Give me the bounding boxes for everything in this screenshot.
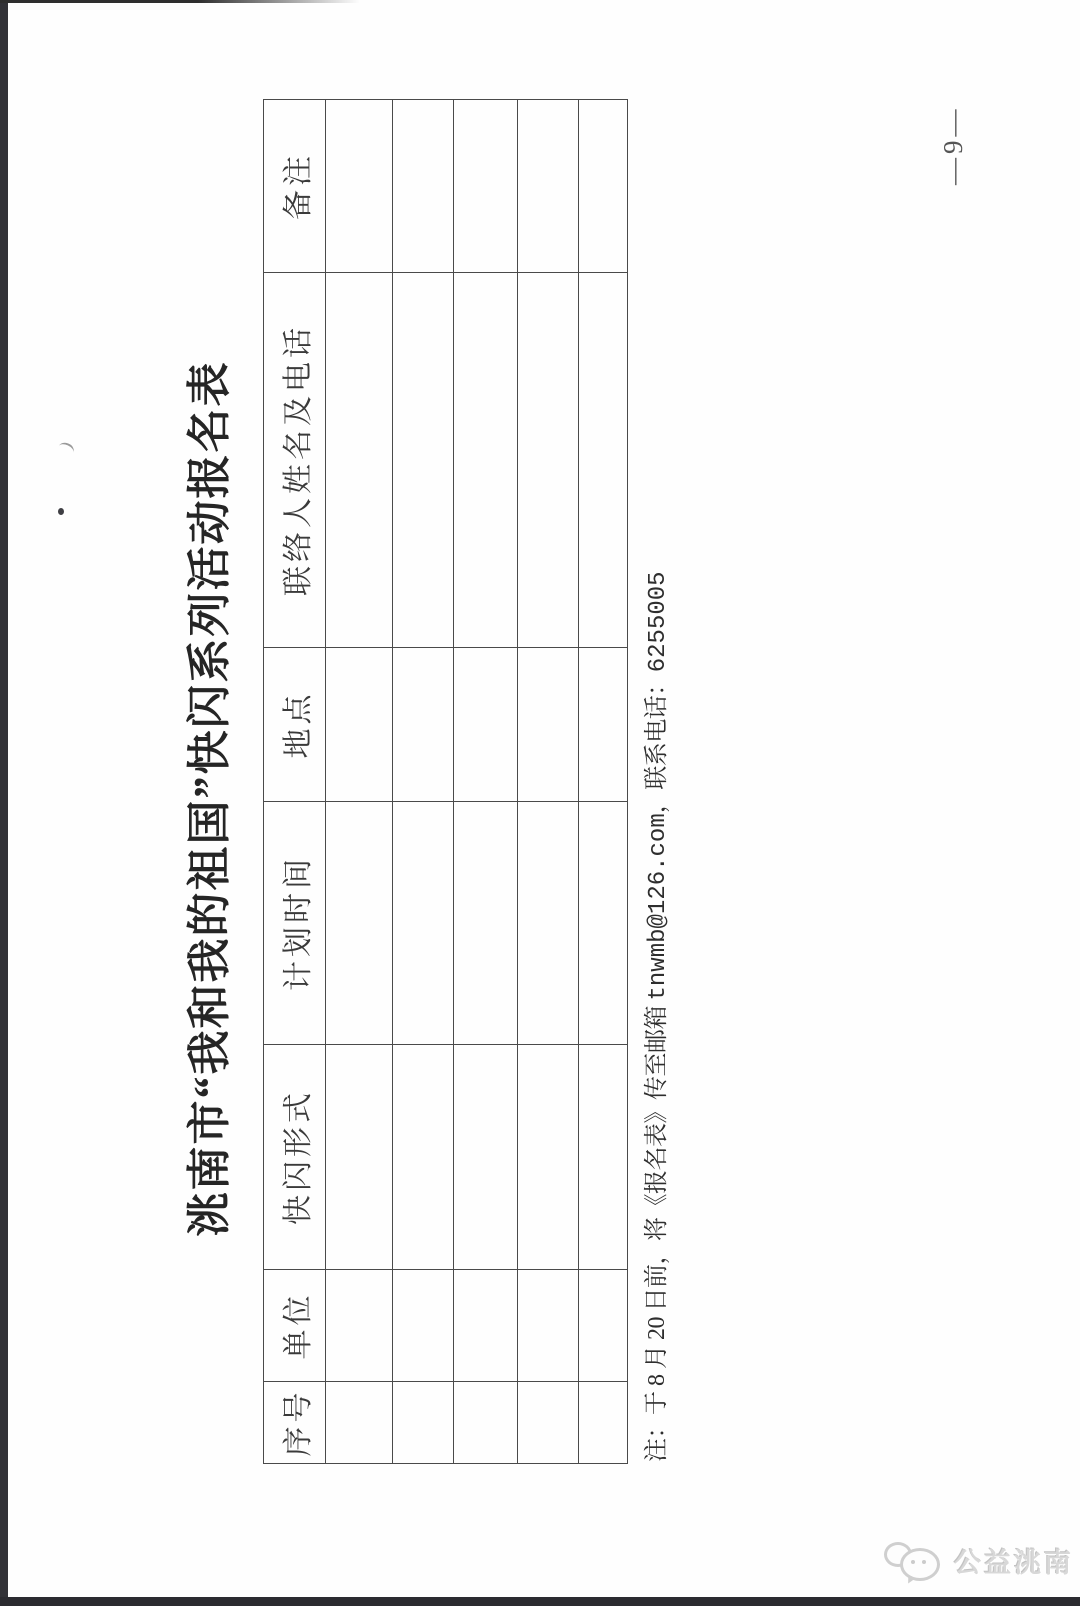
note-mid: ，联系电话： — [644, 672, 670, 814]
registration-table — [263, 99, 628, 1464]
table-row — [454, 100, 518, 1464]
table-cell — [579, 802, 628, 1045]
watermark-text: 公益洮南 — [954, 1547, 1074, 1578]
table-cell — [454, 273, 518, 648]
table-cell — [393, 802, 454, 1045]
table-header-row — [264, 100, 326, 1464]
table-cell — [393, 1045, 454, 1270]
bubble-eye — [922, 1560, 926, 1564]
table-cell — [579, 1382, 628, 1464]
scan-left-edge — [0, 0, 8, 1597]
table-cell — [579, 273, 628, 648]
table-cell — [326, 648, 393, 802]
table-cell — [454, 1045, 518, 1270]
table-cell — [326, 1382, 393, 1464]
table-cell — [393, 1382, 454, 1464]
table-cell — [579, 1045, 628, 1270]
table-cell — [454, 1382, 518, 1464]
col-header-remarks: 备注 — [264, 100, 326, 273]
table-cell — [326, 100, 393, 273]
table-row — [579, 100, 628, 1464]
table-cell — [518, 1382, 579, 1464]
table-cell — [454, 802, 518, 1045]
table-row — [518, 100, 579, 1464]
table-row — [326, 100, 393, 1464]
table-cell — [579, 1270, 628, 1382]
table-cell — [393, 273, 454, 648]
page-number: —9— — [938, 105, 968, 185]
table-cell — [326, 1045, 393, 1270]
rotated-document — [8, 0, 1008, 1597]
col-header-contact: 联络人姓名及电话 — [264, 273, 326, 648]
col-header-flashmob-form: 快闪形式 — [264, 1045, 326, 1270]
table-cell — [326, 1270, 393, 1382]
table-cell — [454, 100, 518, 273]
col-header-planned-time: 计划时间 — [264, 802, 326, 1045]
table-cell — [518, 802, 579, 1045]
wechat-watermark — [884, 1540, 1074, 1580]
table-cell — [579, 100, 628, 273]
table-cell — [518, 1045, 579, 1270]
table-cell — [454, 1270, 518, 1382]
table-cell — [518, 1270, 579, 1382]
note-email: tnwmb@126.com — [645, 813, 672, 1001]
table-cell — [393, 648, 454, 802]
col-header-unit: 单位 — [264, 1270, 326, 1382]
chat-bubble-large — [900, 1548, 940, 1581]
submission-note — [636, 571, 672, 1462]
table-cell — [518, 648, 579, 802]
wechat-logo-icon — [884, 1540, 942, 1580]
table-cell — [454, 648, 518, 802]
note-phone: 6255005 — [645, 571, 672, 673]
bottom-bar — [0, 1597, 1080, 1606]
table-cell — [579, 648, 628, 802]
table-cell — [393, 1270, 454, 1382]
table-cell — [393, 100, 454, 273]
table-cell — [326, 802, 393, 1045]
col-header-serial: 序号 — [264, 1382, 326, 1464]
table-cell — [518, 100, 579, 273]
note-prefix: 注：于 8 月 20 日前，将《报名表》传至邮箱 — [644, 1000, 670, 1462]
table-row — [393, 100, 454, 1464]
table-cell — [518, 273, 579, 648]
table-cell — [326, 273, 393, 648]
page-title: 洮南市“我和我的祖国”快闪系列活动报名表 — [185, 360, 234, 1237]
col-header-location: 地点 — [264, 648, 326, 802]
bubble-eye — [911, 1560, 915, 1564]
